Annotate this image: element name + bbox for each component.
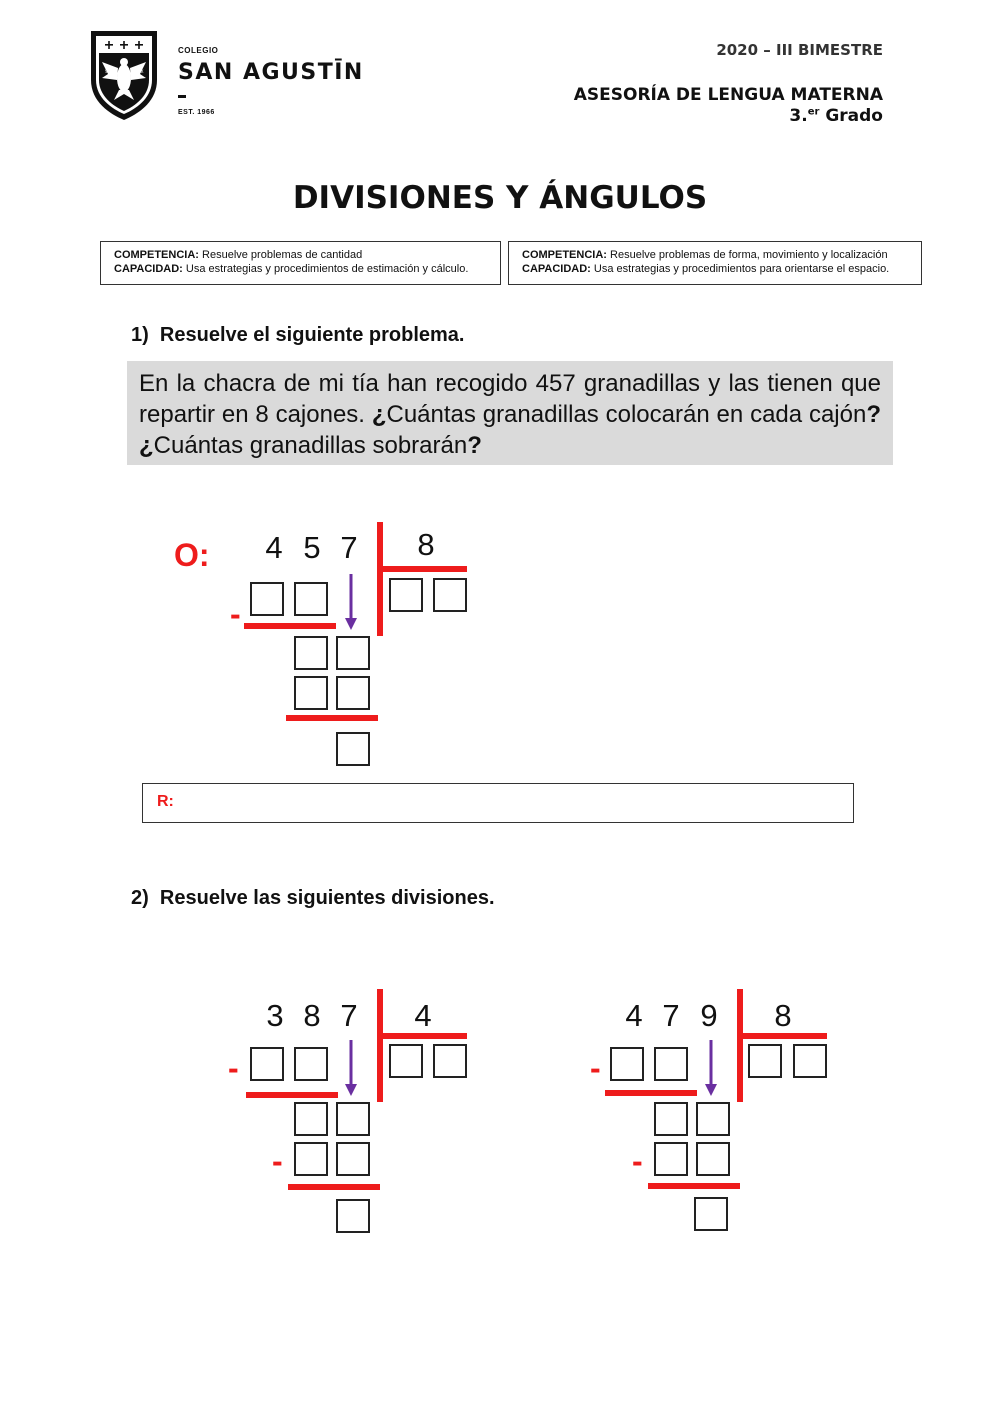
divisor: 4 [414,998,432,1033]
question-2-heading [131,887,495,910]
subtrahend-box[interactable] [294,1047,328,1081]
divisor-underline [743,1033,827,1039]
division-vertical-bar [377,522,383,636]
subtrahend-box[interactable] [336,676,370,710]
competency-box-quantity [100,241,501,285]
subtrahend-box[interactable] [336,1142,370,1176]
divisor-underline [383,566,467,572]
period-label: 2020 – III BIMESTRE [716,41,883,59]
capacity-label: CAPACIDAD: [522,263,591,275]
competency-box-shape [508,241,922,285]
crest-text-right: CX [138,69,144,74]
minus-sign: - [230,596,241,632]
competency-label: COMPETENCIA: [114,249,199,261]
dividend-digit: 4 [625,998,643,1033]
dividend-digit: 7 [340,530,358,565]
problem-question-2: Cuántas granadillas sobrarán [153,432,468,459]
minus-sign: - [632,1143,643,1179]
quotient-box-tens[interactable] [748,1044,782,1078]
dividend-digit: 7 [340,998,358,1033]
remainder-box[interactable] [294,636,328,670]
subtrahend-box[interactable] [654,1142,688,1176]
bring-down-arrow-icon [342,1040,360,1098]
question-1-title: Resuelve el siguiente problema. [159,324,465,346]
problem-statement [127,361,893,465]
school-name: SAN AGUSTĪN [178,60,364,85]
minus-sign: - [590,1050,601,1086]
remainder-box[interactable] [696,1102,730,1136]
minus-sign: - [228,1050,239,1086]
capacity-label: CAPACIDAD: [114,263,183,275]
page-title: DIVISIONES Y ÁNGULOS [292,180,708,216]
dividend-digit: 4 [265,530,283,565]
subtraction-line [605,1090,697,1096]
operation-label: O: [174,537,210,573]
subtraction-line [286,715,378,721]
subtrahend-box[interactable] [250,582,284,616]
subtrahend-box[interactable] [696,1142,730,1176]
competency-text: Resuelve problemas de cantidad [202,249,363,261]
question-1-number: 1) [131,324,149,346]
remainder-box[interactable] [294,1102,328,1136]
final-remainder-box[interactable] [336,732,370,766]
dividend-digit: 3 [266,998,284,1033]
division-vertical-bar [737,989,743,1102]
school-crest-logo [88,28,160,122]
subtraction-line [246,1092,338,1098]
quotient-box-tens[interactable] [389,1044,423,1078]
question-mark-close: ? [467,432,482,459]
school-established: EST. 1966 [178,109,215,116]
bring-down-arrow-icon [702,1040,720,1098]
question-mark-open: ¿ [139,432,154,459]
question-2-number: 2) [131,887,149,909]
problem-question-1: Cuántas granadillas colocarán en cada cajón [386,401,867,428]
subtrahend-box[interactable] [294,676,328,710]
competency-text: Resuelve problemas de forma, movimiento y localización [610,249,888,261]
course-label: ASESORÍA DE LENGUA MATERNA [573,85,883,105]
answer-field[interactable] [142,783,854,823]
remainder-box[interactable] [336,1102,370,1136]
problem-text: En la chacra de mi tía han recogido 457 granadillas y las tienen que repartir en 8 cajones. [139,370,881,428]
quotient-box-ones[interactable] [433,578,467,612]
subtraction-line [244,623,336,629]
dividend-digit: 7 [662,998,680,1033]
bring-down-arrow-icon [342,574,360,632]
remainder-box[interactable] [336,636,370,670]
subtrahend-box[interactable] [654,1047,688,1081]
grade-superscript: er [807,106,820,118]
final-remainder-box[interactable] [336,1199,370,1233]
question-2-title: Resuelve las siguientes divisiones. [159,887,495,909]
question-1-heading [131,324,464,347]
dividend-digit: 9 [700,998,718,1033]
question-mark-open: ¿ [371,401,387,428]
dividend-digit: 8 [303,998,321,1033]
grade-label [789,106,883,126]
quotient-box-ones[interactable] [793,1044,827,1078]
quotient-box-tens[interactable] [389,578,423,612]
grade-word: Grado [825,106,883,126]
divisor-underline [383,1033,467,1039]
answer-label: R: [157,793,174,810]
capacity-text: Usa estrategias y procedimientos para orientarse el espacio. [593,263,890,275]
subtrahend-box[interactable] [294,582,328,616]
quotient-box-ones[interactable] [433,1044,467,1078]
capacity-text: Usa estrategias y procedimientos de estimación y cálculo. [185,263,469,275]
competency-label: COMPETENCIA: [522,249,607,261]
final-remainder-box[interactable] [694,1197,728,1231]
question-mark-close: ? [866,401,881,428]
subtraction-line [288,1184,380,1190]
subtrahend-box[interactable] [250,1047,284,1081]
division-vertical-bar [377,989,383,1102]
divisor: 8 [774,998,792,1033]
school-prefix: COLEGIO [178,46,219,55]
subtrahend-box[interactable] [610,1047,644,1081]
subtraction-line [648,1183,740,1189]
grade-number: 3. [789,106,808,126]
crest-text-left: SA [105,69,111,74]
subtrahend-box[interactable] [294,1142,328,1176]
remainder-box[interactable] [654,1102,688,1136]
dividend-digit: 5 [303,530,321,565]
minus-sign: - [272,1143,283,1179]
divisor: 8 [417,527,435,562]
school-dash [178,95,186,98]
